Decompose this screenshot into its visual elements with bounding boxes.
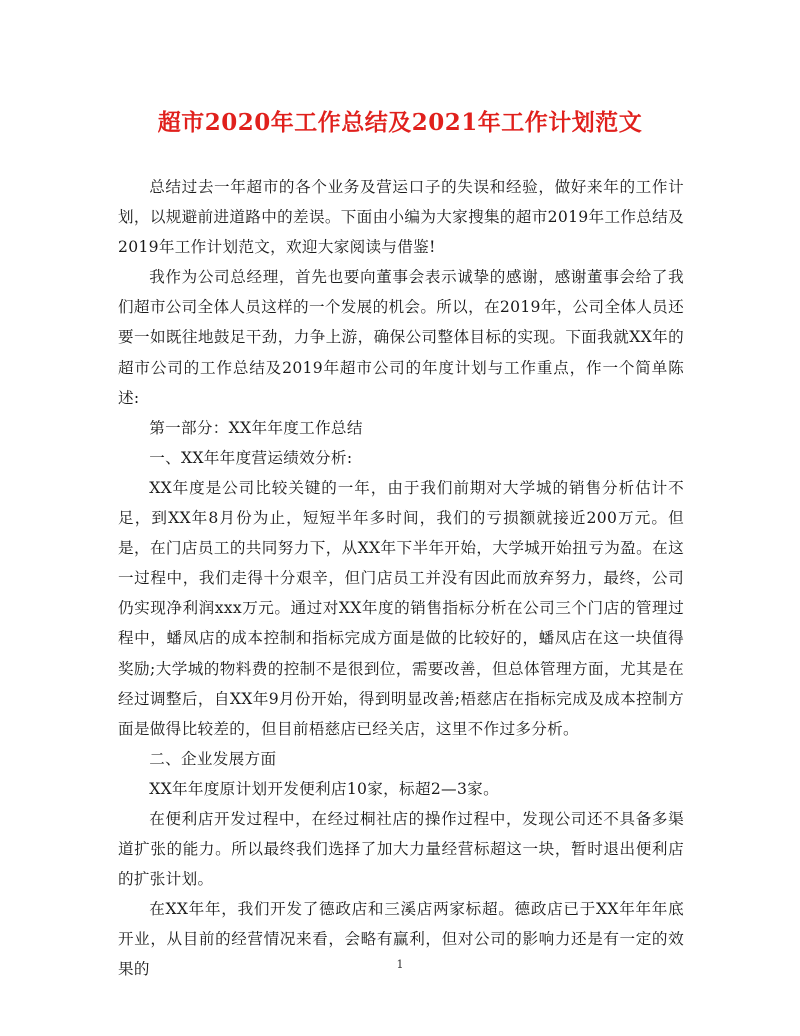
paragraph-convenience-store: 在便利店开发过程中，在经过桐社店的操作过程中，发现公司还不具备多渠道扩张的能力。所以最终我们选择了加大力量经营标超这一块，暂时退出便利店的扩张计划。	[118, 809, 684, 889]
paragraph-development-plan: XX年年度原计划开发便利店10家，标超2—3家。	[149, 779, 499, 798]
document-title: 超市2020年工作总结及2021年工作计划范文	[157, 109, 643, 136]
section-heading-development: 二、企业发展方面	[149, 749, 277, 768]
paragraph-new-stores: 在XX年年，我们开发了德政店和三溪店两家标超。德政店已于XX年年年底开业，从目前的经营情况来看，会略有赢利，但对公司的影响力还是有一定的效果的	[118, 900, 684, 979]
paragraph-opening-remarks: 我作为公司总经理，首先也要向董事会表示诚挚的感谢，感谢董事会给了我们超市公司全体人员这样的一个发展的机会。所以，在2019年，公司全体人员还要一如既往地鼓足干劲，力争上游，确保公司整体目标的实现。下面我就XX年的超市公司的工作总结及2019年超市公司的年度计划与工作重点，作一个简单陈述:	[118, 268, 684, 407]
section-heading-performance: 一、XX年年度营运绩效分析:	[149, 448, 353, 467]
document-body	[118, 172, 684, 985]
paragraph-intro: 总结过去一年超市的各个业务及营运口子的失误和经验，做好来年的工作计划，以规避前进道路中的差误。下面由小编为大家搜集的超市2019年工作总结及2019年工作计划范文，欢迎大家阅读与借鉴!	[118, 178, 684, 257]
section-heading-part-one: 第一部分：XX年年度工作总结	[149, 418, 363, 437]
paragraph-performance-analysis: XX年度是公司比较关键的一年，由于我们前期对大学城的销售分析估计不足，到XX年8月份为止，短短半年多时间，我们的亏损额就接近200万元。但是，在门店员工的共同努力下，从XX年下半年开始，大学城开始扭亏为盈。在这一过程中，我们走得十分艰辛，但门店员工并没有因此而放弃努力，最终，公司仍实现净利润xxx万元。通过对XX年度的销售指标分析在公司三个门店的管理过程中，蟠凤店的成本控制和指标完成方面是做的比较好的，蟠凤店在这一块值得奖励;大学城的物料费的控制不是很到位，需要改善，但总体管理方面，尤其是在经过调整后，自XX年9月份开始，得到明显改善;梧慈店在指标完成及成本控制方面是做得比较差的，但目前梧慈店已经关店，这里不作过多分析。	[118, 478, 684, 738]
page-number: 1	[396, 958, 404, 971]
